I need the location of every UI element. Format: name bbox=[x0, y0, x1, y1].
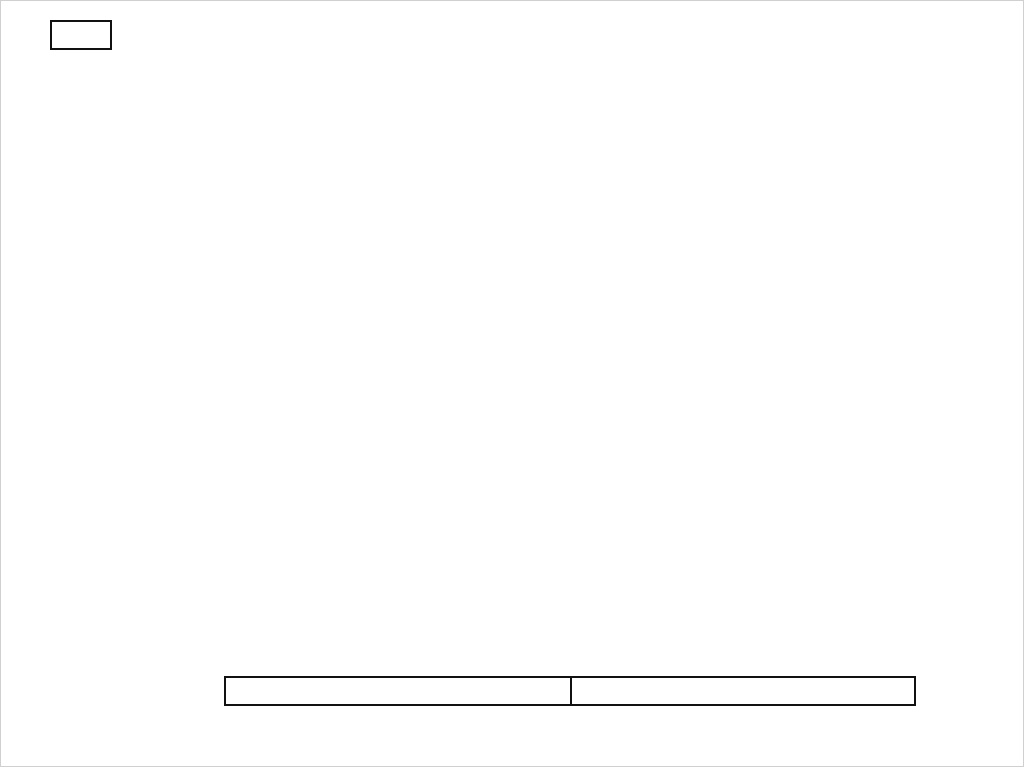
option-3 bbox=[128, 624, 148, 650]
answer-field-left[interactable] bbox=[224, 676, 572, 706]
option-1 bbox=[128, 551, 173, 578]
answer-field-right[interactable] bbox=[570, 676, 916, 706]
option-2 bbox=[128, 593, 138, 616]
